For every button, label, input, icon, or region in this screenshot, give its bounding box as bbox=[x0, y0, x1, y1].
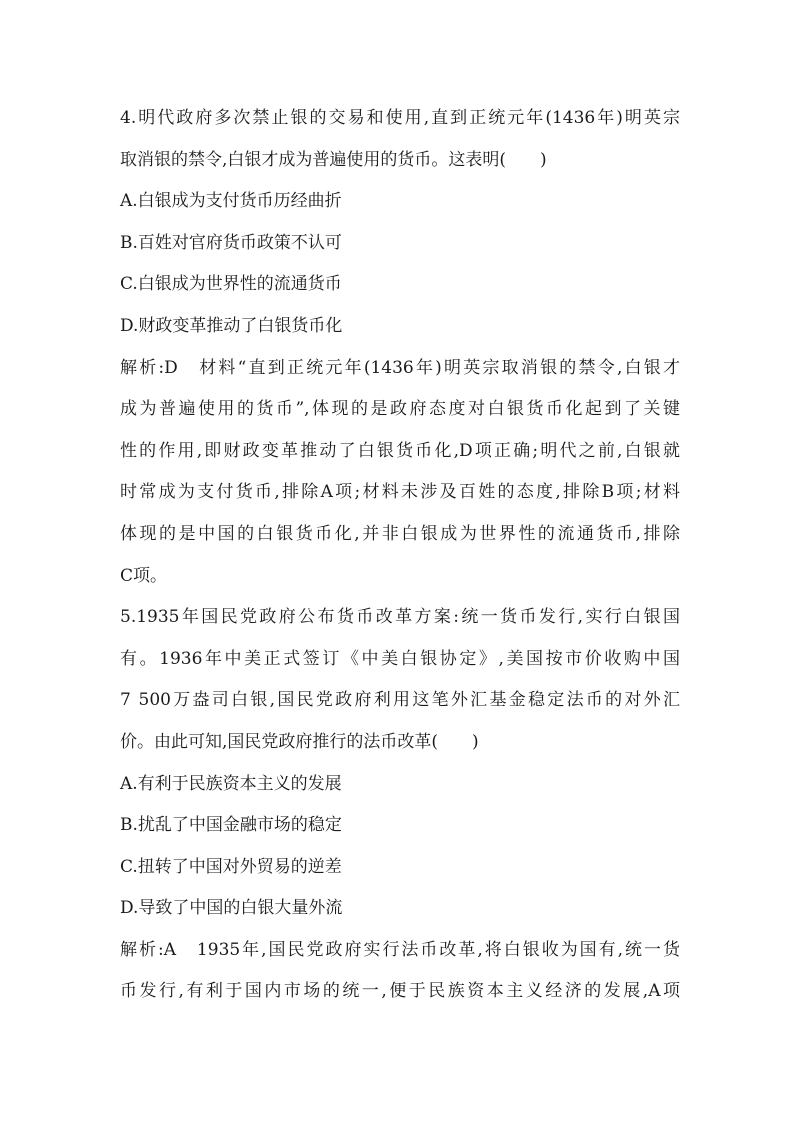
question-4-option-d: D.财政变革推动了白银货币化 bbox=[120, 315, 343, 336]
question-5-stem-line-2: 有。1936年中美正式签订《中美白银协定》,美国按市价收购中国 bbox=[120, 648, 680, 669]
question-4-stem-line-2: 取消银的禁令,白银才成为普遍使用的货币。这表明( ) bbox=[120, 149, 547, 170]
question-5-option-c: C.扭转了中国对外贸易的逆差 bbox=[120, 856, 342, 877]
question-4-option-a: A.白银成为支付货币历经曲折 bbox=[120, 191, 342, 212]
question-5-option-b: B.扰乱了中国金融市场的稳定 bbox=[120, 815, 342, 836]
question-4-analysis-line-3: 性的作用,即财政变革推动了白银货币化,D项正确;明代之前,白银就 bbox=[120, 440, 680, 461]
question-4-analysis-line-1: 解析:D 材料“直到正统元年(1436年)明英宗取消银的禁令,白银才 bbox=[120, 357, 680, 378]
question-4-analysis-line-6: C项。 bbox=[120, 565, 168, 586]
question-5-option-d: D.导致了中国的白银大量外流 bbox=[120, 898, 343, 919]
question-4-analysis-line-5: 体现的是中国的白银货币化,并非白银成为世界性的流通货币,排除 bbox=[120, 523, 680, 544]
question-5-stem-line-1: 5.1935年国民党政府公布货币改革方案:统一货币发行,实行白银国 bbox=[120, 607, 680, 628]
question-5-stem-line-4: 价。由此可知,国民党政府推行的法币改革( ) bbox=[120, 731, 479, 752]
question-4-option-b: B.百姓对官府货币政策不认可 bbox=[120, 232, 342, 253]
question-4-stem-line-1: 4.明代政府多次禁止银的交易和使用,直到正统元年(1436年)明英宗 bbox=[120, 108, 680, 128]
document-body bbox=[120, 98, 680, 1013]
question-5-stem-line-3: 7 500万盎司白银,国民党政府利用这笔外汇基金稳定法币的对外汇 bbox=[120, 690, 680, 711]
question-4-option-c: C.白银成为世界性的流通货币 bbox=[120, 274, 342, 295]
question-5-analysis-line-2: 币发行,有利于国内市场的统一,便于民族资本主义经济的发展,A项 bbox=[120, 981, 680, 1002]
question-4-analysis-line-4: 时常成为支付货币,排除A项;材料未涉及百姓的态度,排除B项;材料 bbox=[120, 482, 680, 503]
question-4-analysis-line-2: 成为普遍使用的货币”,体现的是政府态度对白银货币化起到了关键 bbox=[120, 399, 680, 420]
question-5-analysis-line-1: 解析:A 1935年,国民党政府实行法币改革,将白银收为国有,统一货 bbox=[120, 939, 680, 960]
question-5-option-a: A.有利于民族资本主义的发展 bbox=[120, 773, 342, 794]
